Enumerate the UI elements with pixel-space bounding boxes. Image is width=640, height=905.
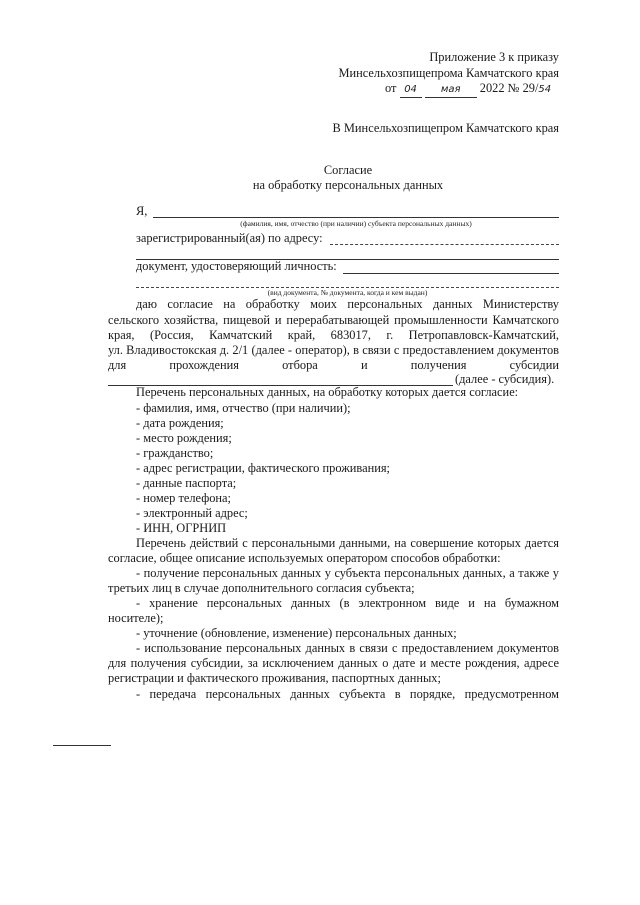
appendix-line: Приложение 3 к приказу xyxy=(429,50,559,64)
i-label: Я, xyxy=(136,204,148,218)
document-caption: (вид документа, № документа, когда и кем выдан) xyxy=(267,288,428,297)
document-label: документ, удостоверяющий личность: xyxy=(136,259,337,273)
consent-line-5: для прохождения отбора и получения субсидии xyxy=(108,358,559,372)
address-field-line[interactable] xyxy=(330,244,559,245)
action-1-line-1: - получение персональных данных у субъекта персональных данных, а также у xyxy=(136,566,559,580)
date-year-number: 2022 № 29/ xyxy=(479,81,539,95)
consent-tail: (далее - субсидия). xyxy=(455,372,555,386)
consent-line-1: даю согласие на обработку моих персональных данных Министерству xyxy=(136,297,559,311)
ministry-line: Минсельхозпищепрома Камчатского края xyxy=(338,66,559,80)
fio-caption: (фамилия, имя, отчество (при наличии) субъекта персональных данных) xyxy=(240,219,472,228)
footnote-separator xyxy=(53,745,111,746)
consent-line-3: края, (Россия, Камчатский край, 683017, г. Петропавловск-Камчатский, xyxy=(108,328,559,342)
address-label: зарегистрированный(ая) по адресу: xyxy=(136,231,323,245)
pd-item-4: - гражданство; xyxy=(136,446,214,460)
action-1-line-2: третьих лиц в случае дополнительного согласия субъекта; xyxy=(108,581,415,595)
document-field-line[interactable] xyxy=(343,273,559,274)
action-2-line-1: - хранение персональных данных (в электронном виде и на бумажном xyxy=(136,596,559,610)
title-line1: Согласие xyxy=(323,163,373,177)
pd-item-6: - данные паспорта; xyxy=(136,476,237,490)
date-number: 54 xyxy=(538,84,552,95)
action-5-line-1: - передача персональных данных субъекта в порядке, предусмотренном xyxy=(136,687,559,701)
addressee: В Минсельхозпищепром Камчатского края xyxy=(332,121,559,135)
action-4-line-3: регистрации и фактического проживания, паспортных данных; xyxy=(108,671,441,685)
action-3-line-1: - уточнение (обновление, изменение) персональных данных; xyxy=(136,626,457,640)
title-line2: на обработку персональных данных xyxy=(252,178,444,192)
action-4-line-2: для получения субсидии, за исключением данных о дате и месте рождения, адресе xyxy=(108,656,559,670)
pd-item-8: - электронный адрес; xyxy=(136,506,248,520)
actions-intro-2: согласие, общее описание используемых оператором способов обработки: xyxy=(108,551,501,565)
actions-intro-1: Перечень действий с персональными данными, на совершение которых дается xyxy=(136,536,559,550)
pd-item-3: - место рождения; xyxy=(136,431,232,445)
pd-list-intro: Перечень персональных данных, на обработку которых дается согласие: xyxy=(136,385,519,399)
fio-field-line[interactable] xyxy=(153,217,559,218)
action-2-line-2: носителе); xyxy=(108,611,164,625)
pd-item-7: - номер телефона; xyxy=(136,491,231,505)
consent-line-2: сельского хозяйства, пищевой и перерабатывающей промышленности Камчатского xyxy=(108,313,559,327)
date-prefix: от xyxy=(385,81,397,95)
order-date-line xyxy=(385,81,565,98)
consent-line-4: ул. Владивостокская д. 2/1 (далее - оператор), в связи с предоставлением документов xyxy=(108,343,559,357)
pd-item-1: - фамилия, имя, отчество (при наличии); xyxy=(136,401,351,415)
pd-item-5: - адрес регистрации, фактического проживания; xyxy=(136,461,391,475)
date-day: 04 xyxy=(400,82,422,98)
date-month: мая xyxy=(425,82,477,98)
pd-item-9: - ИНН, ОГРНИП xyxy=(136,521,227,535)
pd-item-2: - дата рождения; xyxy=(136,416,224,430)
action-4-line-1: - использование персональных данных в связи с предоставлением документов xyxy=(136,641,559,655)
